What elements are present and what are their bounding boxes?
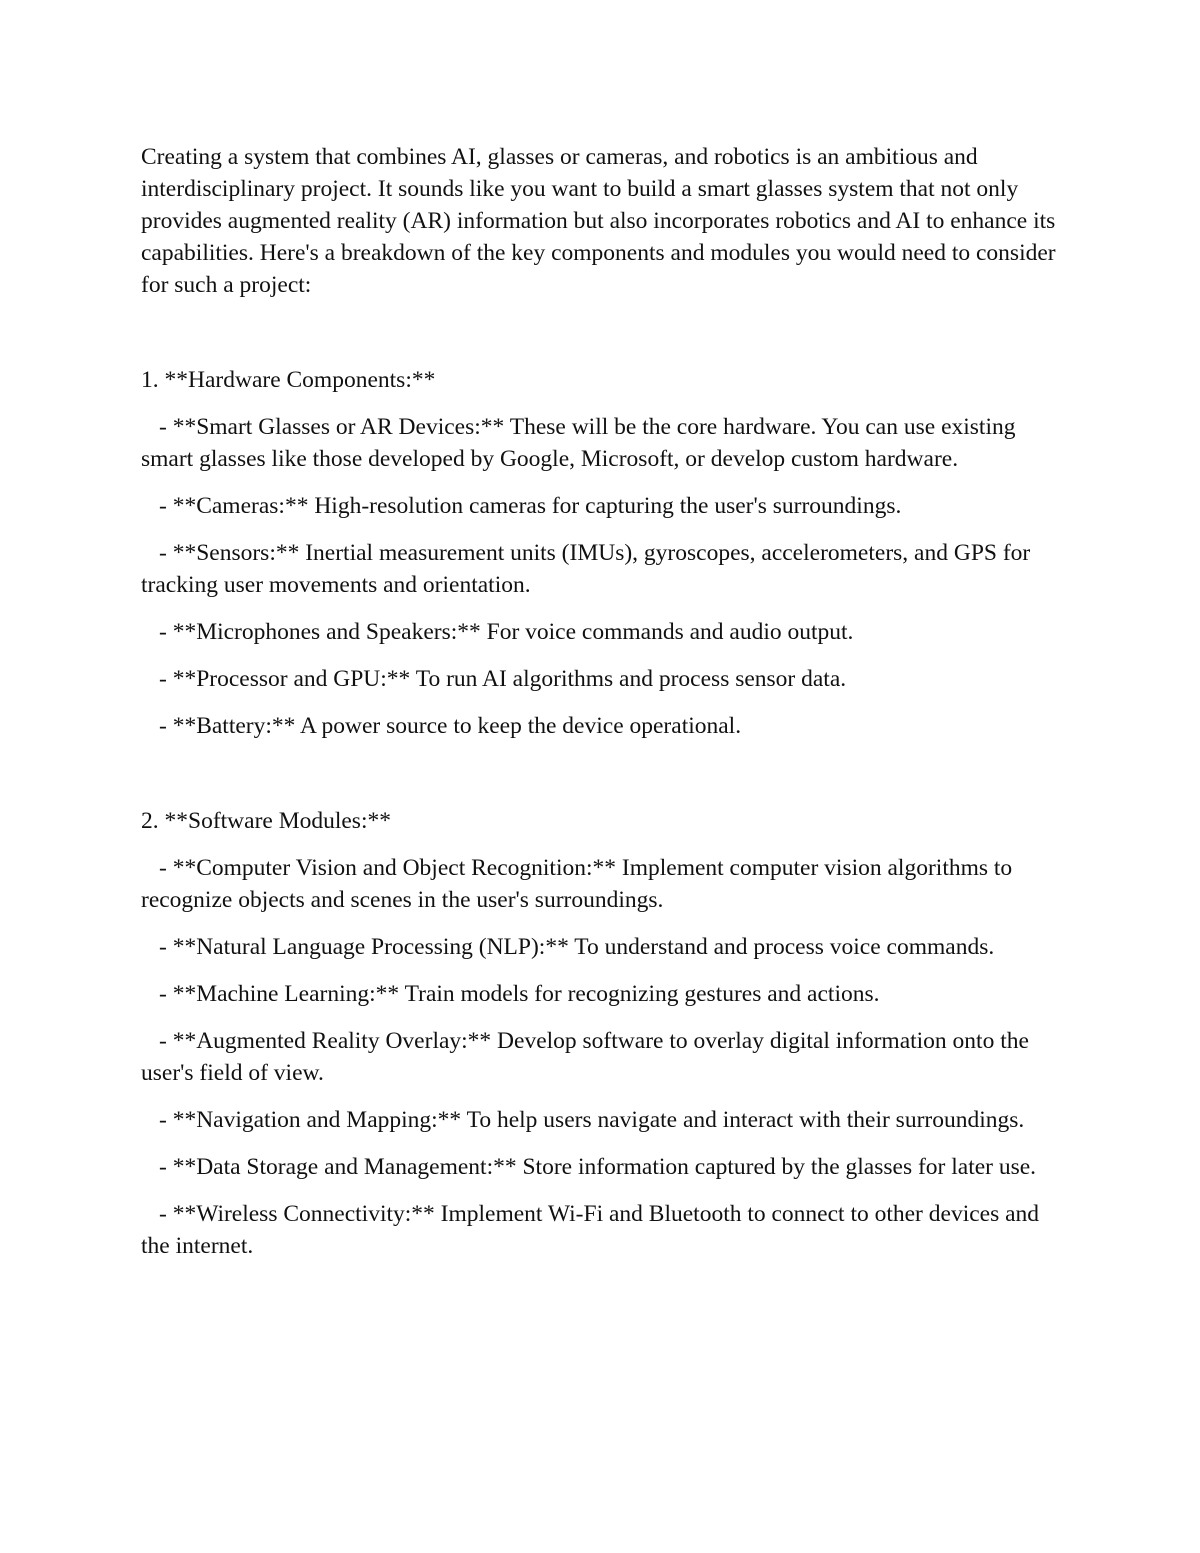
list-item: - **Microphones and Speakers:** For voice commands and audio output.: [159, 619, 854, 645]
list-item: - **Smart Glasses or AR Devices:** These will be the core hardware. You can use existing smart glasses like those developed by Google, Microsoft, or develop custom hardware.: [141, 414, 1016, 472]
document-body: [141, 141, 1056, 1262]
section-hardware: [141, 364, 1056, 742]
list-item: - **Natural Language Processing (NLP):** To understand and process voice commands.: [159, 934, 995, 960]
section-software: [141, 805, 1056, 1262]
list-item: - **Augmented Reality Overlay:** Develop software to overlay digital information onto the user's field of view.: [141, 1028, 1029, 1086]
list-item: - **Navigation and Mapping:** To help users navigate and interact with their surroundings.: [159, 1107, 1025, 1133]
list-item: - **Computer Vision and Object Recognition:** Implement computer vision algorithms to recognize objects and scenes in the user's surroundings.: [141, 855, 1013, 913]
section-heading: 2. **Software Modules:**: [141, 808, 391, 834]
list-item: - **Processor and GPU:** To run AI algorithms and process sensor data.: [159, 666, 847, 692]
list-item: - **Machine Learning:** Train models for recognizing gestures and actions.: [159, 981, 880, 1007]
list-item: - **Sensors:** Inertial measurement units (IMUs), gyroscopes, accelerometers, and GPS for tracking user movements and orientation.: [141, 540, 1031, 598]
section-heading: 1. **Hardware Components:**: [141, 367, 436, 393]
list-item: - **Cameras:** High-resolution cameras for capturing the user's surroundings.: [159, 493, 902, 519]
intro-paragraph: Creating a system that combines AI, glasses or cameras, and robotics is an ambitious and interdisciplinary project. It sounds like you want to build a smart glasses system that not only provides augmented reality (AR) information but also incorporates robotics and AI to enhance its capabilities. Here's a breakdown of the key components and modules you would need to consider for such a project:: [141, 144, 1056, 298]
list-item: - **Battery:** A power source to keep the device operational.: [159, 713, 742, 739]
list-item: - **Data Storage and Management:** Store information captured by the glasses for later use.: [159, 1154, 1037, 1180]
list-item: - **Wireless Connectivity:** Implement Wi-Fi and Bluetooth to connect to other devices and the internet.: [141, 1201, 1040, 1259]
